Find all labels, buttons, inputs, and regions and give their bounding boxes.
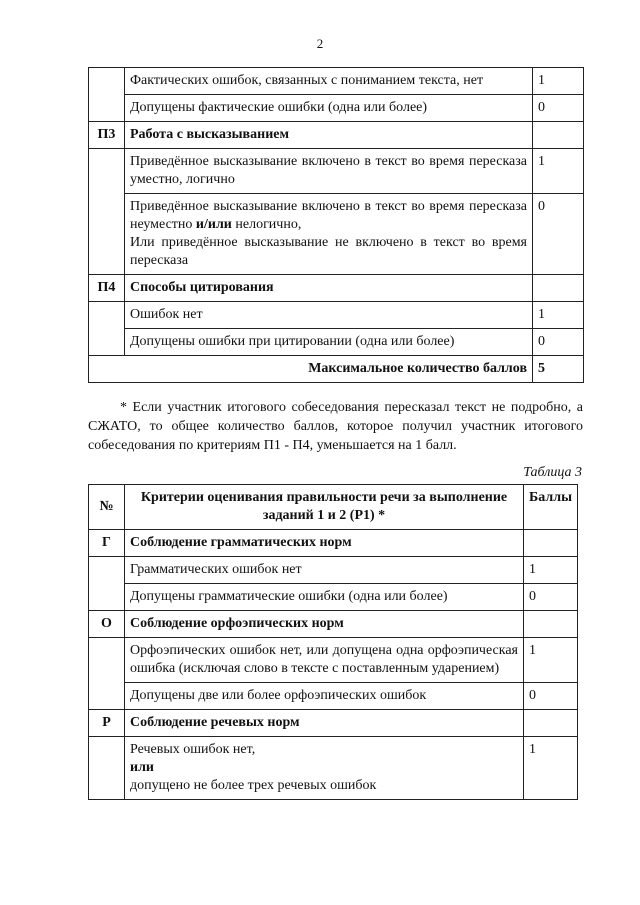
- table-row: [89, 302, 584, 329]
- score-cell: 0: [524, 683, 578, 710]
- table-row: [89, 737, 578, 800]
- code-cell: [89, 638, 125, 710]
- criterion-text: [125, 737, 524, 800]
- criterion-text-part: Речевых ошибок нет,: [130, 742, 256, 757]
- score-cell: 0: [533, 329, 584, 356]
- table-row: [89, 683, 578, 710]
- total-row: [89, 356, 584, 383]
- score-cell: 1: [524, 737, 578, 800]
- criterion-text-part: допущено не более трех речевых ошибок: [130, 778, 377, 793]
- criterion-text-bold: или: [130, 760, 154, 775]
- section-code: Р: [89, 710, 125, 737]
- total-value: 5: [533, 356, 584, 383]
- section-title: Соблюдение речевых норм: [125, 710, 524, 737]
- score-cell: [524, 530, 578, 557]
- code-cell: [89, 302, 125, 356]
- score-cell: 1: [533, 302, 584, 329]
- table-row: [89, 611, 578, 638]
- score-cell: [524, 710, 578, 737]
- score-cell: [533, 122, 584, 149]
- table-row: [89, 194, 584, 275]
- code-cell: [89, 68, 125, 122]
- section-title: Работа с высказыванием: [125, 122, 533, 149]
- criterion-text: Допущены ошибки при цитировании (одна или более): [125, 329, 533, 356]
- table-row: [89, 68, 584, 95]
- table-row: [89, 149, 584, 194]
- score-cell: 0: [524, 584, 578, 611]
- score-cell: 0: [533, 95, 584, 122]
- table-row: [89, 275, 584, 302]
- criterion-text-part: нелогично,: [235, 217, 302, 232]
- section-title: Способы цитирования: [125, 275, 533, 302]
- criterion-text: Ошибок нет: [125, 302, 533, 329]
- total-label: Максимальное количество баллов: [89, 356, 533, 383]
- score-cell: 1: [533, 149, 584, 194]
- section-title: Соблюдение грамматических норм: [125, 530, 524, 557]
- score-cell: 1: [524, 638, 578, 683]
- criterion-text: Допущены грамматические ошибки (одна или более): [125, 584, 524, 611]
- criterion-text: Фактических ошибок, связанных с пониманием текста, нет: [125, 68, 533, 95]
- criterion-text-part: Приведённое высказывание включено в текст во время пересказа неуместно: [130, 199, 527, 232]
- section-code: О: [89, 611, 125, 638]
- page-number: 2: [316, 36, 324, 51]
- header-row: [89, 485, 578, 530]
- footnote: * Если участник итогового собеседования пересказал текст не подробно, а СЖАТО, то общее количество баллов, которое получил участник итогового собеседования по критериям П1 - П4, уменьшается на 1 балл.: [88, 400, 583, 453]
- table-caption: Таблица 3: [523, 465, 582, 480]
- section-code: П4: [89, 275, 125, 302]
- header-criteria: Критерии оценивания правильности речи за выполнение заданий 1 и 2 (Р1) *: [125, 485, 524, 530]
- criterion-text: Допущены фактические ошибки (одна или более): [125, 95, 533, 122]
- code-cell: [89, 737, 125, 800]
- header-score: Баллы: [524, 485, 578, 530]
- code-cell: [89, 149, 125, 275]
- criteria-table-2: [88, 67, 584, 383]
- score-cell: [524, 611, 578, 638]
- criterion-text: Допущены две или более орфоэпических ошибок: [125, 683, 524, 710]
- header-num: №: [89, 485, 125, 530]
- table-row: [89, 329, 584, 356]
- section-code: Г: [89, 530, 125, 557]
- criterion-text: Приведённое высказывание включено в текст во время пересказа уместно, логично: [125, 149, 533, 194]
- score-cell: 1: [533, 68, 584, 95]
- table-row: [89, 638, 578, 683]
- criterion-text-part: Или приведённое высказывание не включено в текст во время пересказа: [130, 235, 527, 268]
- table-row: [89, 557, 578, 584]
- criteria-table-3: [88, 484, 578, 800]
- code-cell: [89, 557, 125, 611]
- table-row: [89, 584, 578, 611]
- table-row: [89, 122, 584, 149]
- score-cell: [533, 275, 584, 302]
- criterion-text: [125, 194, 533, 275]
- table-row: [89, 710, 578, 737]
- table-row: [89, 95, 584, 122]
- section-title: Соблюдение орфоэпических норм: [125, 611, 524, 638]
- criterion-text-bold: и/или: [195, 217, 232, 232]
- score-cell: 1: [524, 557, 578, 584]
- criterion-text: Грамматических ошибок нет: [125, 557, 524, 584]
- table-row: [89, 530, 578, 557]
- criterion-text: Орфоэпических ошибок нет, или допущена одна орфоэпическая ошибка (исключая слово в тексте с поставленным ударением): [125, 638, 524, 683]
- score-cell: 0: [533, 194, 584, 275]
- section-code: П3: [89, 122, 125, 149]
